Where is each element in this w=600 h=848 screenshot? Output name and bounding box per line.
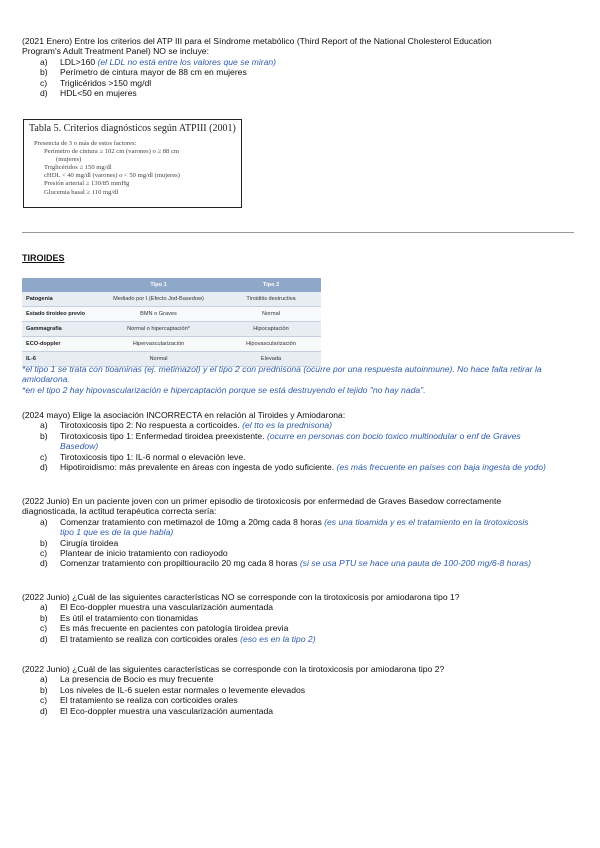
table-notes: *el tipo 1 se trata con tioaminas (ej. metimazol) y el tipo 2 con prednisona (ocurre por una respuesta autoinmune). No hace falta retirar la amiodarona. *en el tipo 2 hay hipovascularización e hipercaptación porque se está destruyendo el tejido "no hay nada".	[22, 364, 542, 395]
option-b-note-cont: Basedow)	[60, 441, 99, 452]
option-a: a) La presencia de Bocio es muy frecuente	[40, 674, 214, 685]
option-c: c) Es más frecuente en pacientes con patología tiroidea previa	[40, 623, 289, 634]
question-2022-type1	[22, 592, 582, 644]
question-2021	[22, 36, 582, 98]
table-row: IL-6 Normal Elevada	[22, 352, 321, 367]
option-a: a) Comenzar tratamiento con metimazol de 10mg a 20mg cada 8 horas (es una tioamida y es el tratamiento en la tirotoxicosis	[40, 516, 529, 527]
atp-image-title: Tabla 5. Criterios diagnósticos según ATPIII (2001)	[29, 123, 236, 134]
question-2022-type2	[22, 664, 582, 716]
table-row: Patogenia Mediado por I (Efecto Jod-Basedow) Tiroiditis destructiva	[22, 292, 321, 307]
question-stem: (2024 mayo) Elige la asociación INCORRECTA en relación al Tiroides y Amiodarona:	[22, 410, 346, 420]
section-divider	[22, 232, 574, 233]
section-title: TIROIDES	[22, 253, 65, 263]
question-stem: (2022 Junio) En un paciente joven con un primer episodio de tirotoxicosis por enfermedad de Graves Basedow correctamente	[22, 496, 502, 506]
option-d: d) El Eco-doppler muestra una vascularización aumentada	[40, 705, 274, 716]
option-c: c) Tirotoxicosis tipo 1: IL-6 normal o elevación leve.	[40, 451, 246, 462]
question-stem-cont: Program's Adult Treatment Panel) NO se incluye:	[22, 46, 209, 57]
thyroid-table	[22, 278, 321, 367]
question-stem: (2021 Enero) Entre los criterios del ATP III para el Síndrome metabólico (Third Report of the National Cholesterol Education	[22, 36, 492, 46]
question-stem-cont: diagnosticada, la actitud terapéutica correcta sería:	[22, 506, 217, 517]
option-d: d) Hipotiroidismo: más prevalente en áreas con ingesta de yodo suficiente. (es más frecuente en países con baja ingesta de yodo)	[40, 462, 546, 473]
option-b: b) Cirugía tiroidea	[40, 537, 119, 548]
option-b: b) Es útil el tratamiento con tionamidas	[40, 612, 199, 623]
option-a: a) El Eco-doppler muestra una vascularización aumentada	[40, 602, 274, 613]
atp-image-lines: Presencia de 3 o más de estos factores: Perímetro de cintura ≥ 102 cm (varones) o ≥ 88 cm (mujeres) Triglicéridos ≥ 150 mg/dl cHDL < 40 mg/dl (varones) o < 50 mg/dl (mujeres) Presión arterial ≥ 130/85 mmHg Glucemia basal ≥ 110 mg/dl	[34, 140, 180, 196]
option-d: d) HDL<50 en mujeres	[40, 88, 137, 99]
option-b: b) Los niveles de IL-6 suelen estar normales o levemente elevados	[40, 684, 306, 695]
option-c: c) Plantear de inicio tratamiento con radioyodo	[40, 548, 228, 559]
option-a: a) LDL>160 (el LDL no está entre los valores que se miran)	[40, 56, 277, 67]
question-stem: (2022 Junio) ¿Cuál de las siguientes características NO se corresponde con la tirotoxicosis por amiodarona tipo 1?	[22, 592, 460, 602]
question-2024	[22, 410, 582, 472]
table-header	[22, 278, 96, 292]
question-2022-graves	[22, 496, 582, 569]
table-header: Tipo 1	[96, 278, 221, 292]
option-a: a) Tirotoxicosis tipo 2: No respuesta a corticoides. (el tto es la prednisona)	[40, 420, 332, 431]
option-b: b) Tirotoxicosis tipo 1: Enfermedad tiroidea preexistente. (ocurre en personas con bocio toxico multinodular o enf de Graves	[40, 430, 521, 441]
option-b: b) Perímetro de cintura mayor de 88 cm en mujeres	[40, 67, 247, 78]
table-row: Gammagrafía Normal o hipercaptación* Hipocaptación	[22, 322, 321, 337]
question-stem: (2022 Junio) ¿Cuál de las siguientes características se corresponde con la tirotoxicosis por amiodarona tipo 2?	[22, 664, 445, 674]
table-header: Tipo 2	[221, 278, 321, 292]
table-row: ECO-doppler Hipervascularización Hipovascularización	[22, 337, 321, 352]
table-row: Estado tiroideo previo BMN o Graves Normal	[22, 307, 321, 322]
option-d: d) Comenzar tratamiento con propiltiouracilo 20 mg cada 8 horas (si se usa PTU se hace una pauta de 100-200 mg/6-8 horas)	[40, 558, 532, 569]
option-c: c) El tratamiento se realiza con corticoides orales	[40, 695, 238, 706]
option-a-note-cont: tipo 1 que es de la que habla)	[60, 527, 174, 538]
option-d: d) El tratamiento se realiza con corticoides orales (eso es en la tipo 2)	[40, 633, 316, 644]
atp-criteria-image	[23, 119, 242, 208]
option-c: c) Triglicéridos >150 mg/dl	[40, 77, 152, 88]
